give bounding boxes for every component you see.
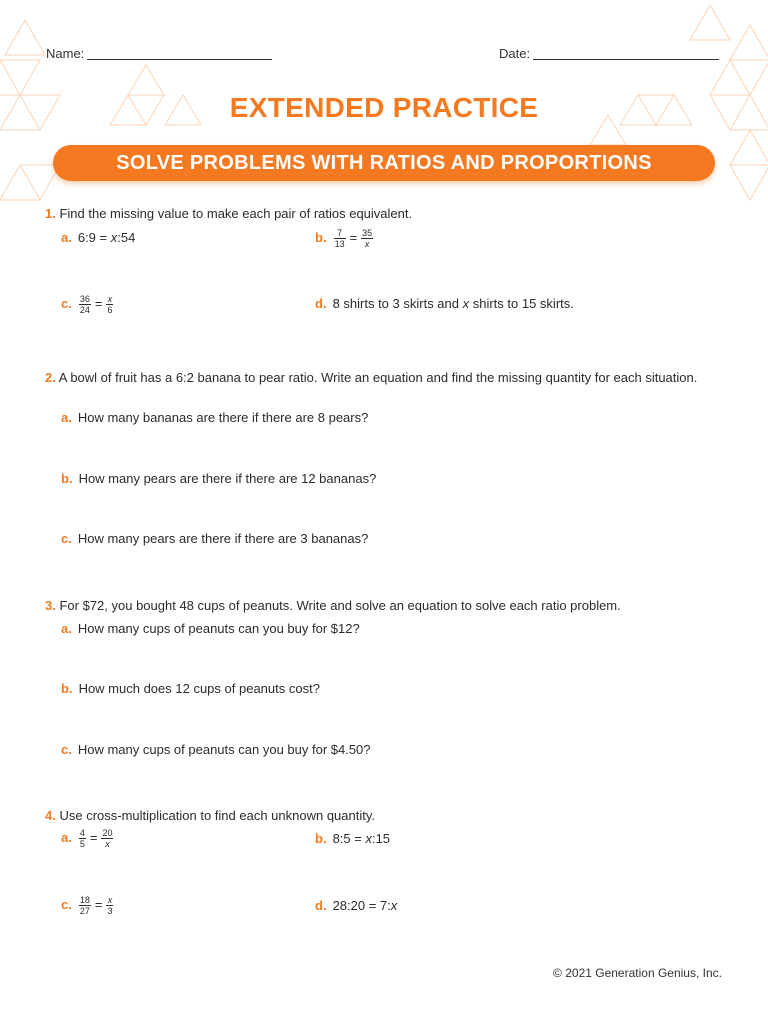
- q1-part-c: c. $\frac{36}{24}$ = $\frac{x}{6}$: [61, 294, 113, 315]
- part-label: b.: [315, 229, 327, 245]
- subtitle-banner: SOLVE PROBLEMS WITH RATIOS AND PROPORTIONS: [53, 145, 715, 181]
- question-stem: A bowl of fruit has a 6:2 banana to pear ratio. Write an equation and find the missing quantity for each situation.: [58, 370, 698, 385]
- q1-part-a: a. 6:9 = x:54: [61, 230, 136, 245]
- question-number: 3.: [45, 598, 56, 613]
- fraction: $\frac{x}{6}$: [107, 294, 113, 315]
- question-number: 4.: [45, 808, 56, 823]
- fraction: $\frac{35}{x}$: [362, 228, 373, 249]
- part-label: c.: [61, 896, 72, 912]
- part-label: a.: [61, 829, 72, 845]
- question-4: [45, 808, 375, 824]
- fraction: $\frac{36}{24}$: [79, 294, 90, 315]
- q4-part-c: c. $\frac{18}{27}$ = $\frac{x}{3}$: [61, 895, 113, 916]
- copyright-footer: © 2021 Generation Genius, Inc.: [553, 966, 722, 980]
- part-label: c.: [61, 742, 72, 757]
- fraction: $\frac{18}{27}$: [79, 895, 90, 916]
- q1-part-b: b. $\frac{7}{13}$ = $\frac{35}{x}$: [315, 228, 373, 249]
- q2-part-a: a. How many bananas are there if there are 8 pears?: [61, 410, 369, 425]
- name-field[interactable]: [46, 46, 272, 61]
- q1-part-d: d. 8 shirts to 3 skirts and x shirts to 15 skirts.: [315, 296, 574, 311]
- name-blank-line[interactable]: [87, 47, 272, 60]
- question-number: 2.: [45, 370, 56, 385]
- name-label: Name:: [46, 46, 85, 61]
- q3-part-c: c. How many cups of peanuts can you buy for $4.50?: [61, 742, 371, 757]
- part-label: b.: [61, 471, 73, 486]
- date-field[interactable]: [499, 46, 719, 61]
- part-label: d.: [315, 296, 327, 311]
- part-label: d.: [315, 898, 327, 913]
- part-label: c.: [61, 531, 72, 546]
- date-label: Date:: [499, 46, 531, 61]
- q4-part-d: d. 28:20 = 7:x: [315, 898, 398, 913]
- question-3: [45, 598, 621, 614]
- fraction: $\frac{20}{x}$: [102, 828, 113, 849]
- question-2: [45, 370, 720, 386]
- date-blank-line[interactable]: [533, 47, 719, 60]
- q2-part-c: c. How many pears are there if there are 3 bananas?: [61, 531, 369, 546]
- fraction: $\frac{7}{13}$: [334, 228, 345, 249]
- question-stem: Find the missing value to make each pair of ratios equivalent.: [59, 206, 413, 221]
- fraction: $\frac{x}{3}$: [107, 895, 113, 916]
- question-number: 1.: [45, 206, 56, 221]
- part-label: a.: [61, 230, 72, 245]
- q3-part-b: b. How much does 12 cups of peanuts cost?: [61, 681, 320, 696]
- part-label: b.: [315, 831, 327, 846]
- question-stem: Use cross-multiplication to find each unknown quantity.: [59, 808, 375, 823]
- question-stem: For $72, you bought 48 cups of peanuts. Write and solve an equation to solve each ratio problem.: [59, 598, 621, 613]
- q3-part-a: a. How many cups of peanuts can you buy for $12?: [61, 621, 360, 636]
- part-label: a.: [61, 410, 72, 425]
- question-1: [45, 206, 412, 222]
- q4-part-b: b. 8:5 = x:15: [315, 831, 391, 846]
- page-title: EXTENDED PRACTICE: [229, 92, 539, 123]
- part-label: a.: [61, 621, 72, 636]
- part-label: b.: [61, 681, 73, 696]
- part-label: c.: [61, 295, 72, 311]
- fraction: $\frac{4}{5}$: [79, 828, 85, 849]
- q2-part-b: b. How many pears are there if there are 12 bananas?: [61, 471, 377, 486]
- q4-part-a: a. $\frac{4}{5}$ = $\frac{20}{x}$: [61, 828, 113, 849]
